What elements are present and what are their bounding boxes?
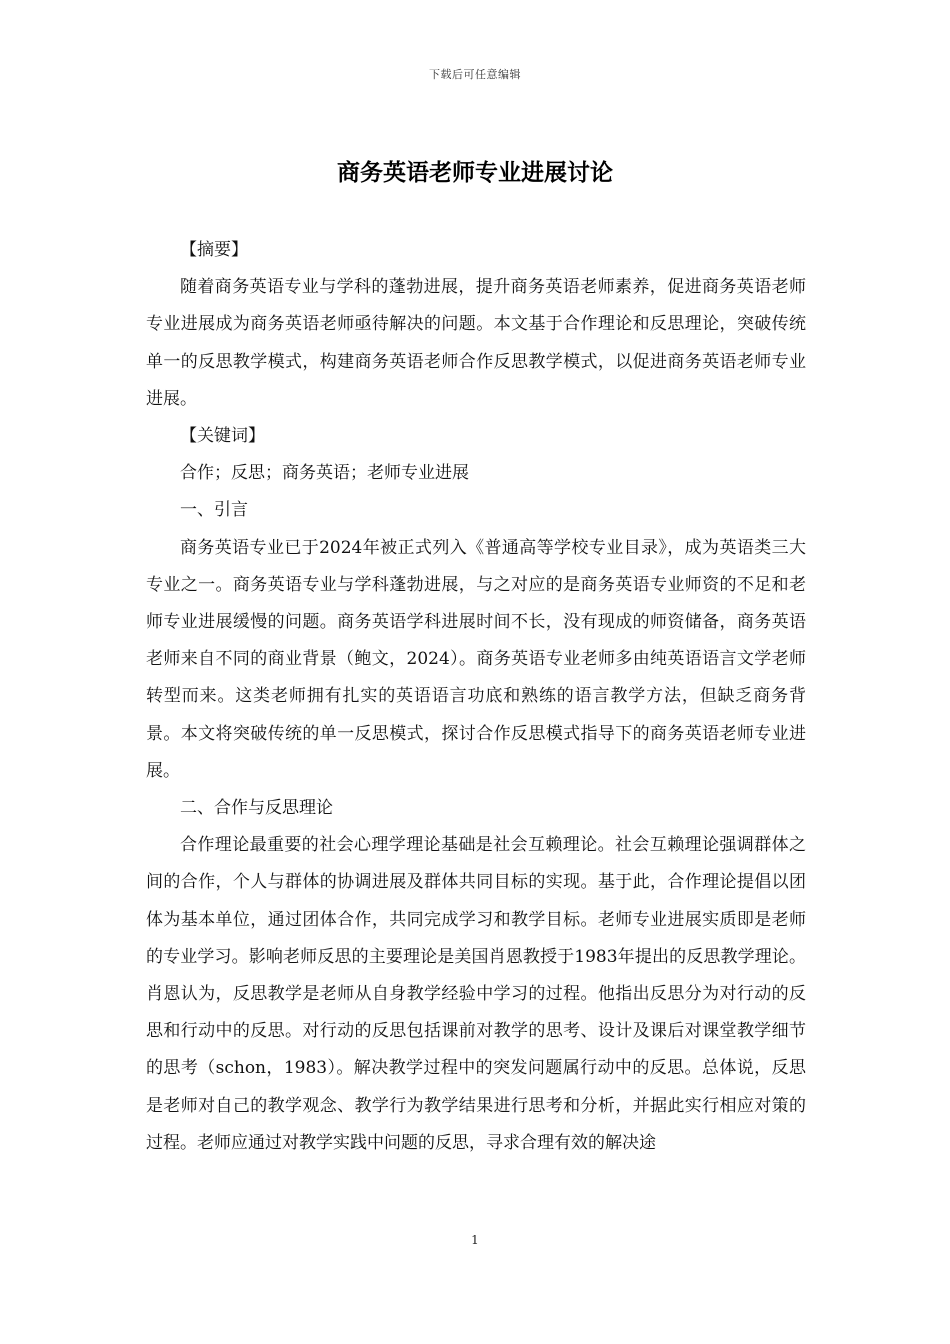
header-note: 下载后可任意编辑 [429, 68, 521, 81]
keywords-paragraph: 合作；反思；商务英语；老师专业进展 [180, 463, 469, 484]
theory-paragraph: 合作理论最重要的社会心理学理论基础是社会互赖理论。社会互赖理论强调群体之间的合作，个人与群体的协调进展及群体共同目标的实现。基于此，合作理论提倡以团体为基本单位，通过团体合作，共同完成学习和教学目标。老师专业进展实质即是老师的专业学习。影响老师反思的主要理论是美国肖恩教授于1983年提出的反思教学理论。肖恩认为，反思教学是老师从自身教学经验中学习的过程。他指出反思分为对行动的反思和行动中的反思。对行动的反思包括课前对教学的思考、设计及课后对课堂教学细节的思考（schon，1983）。解决教学过程中的突发问题属行动中的反思。总体说，反思是老师对自己的教学观念、教学行为教学结果进行思考和分析，并据此实行相应对策的过程。老师应通过对教学实践中问题的反思，寻求合理有效的解决途 [146, 835, 806, 1153]
document-title: 商务英语老师专业进展讨论 [337, 160, 613, 186]
keywords-heading: 【关键词】 [180, 426, 265, 447]
section-heading-introduction: 一、引言 [180, 500, 248, 521]
abstract-paragraph: 随着商务英语专业与学科的蓬勃进展，提升商务英语老师素养，促进商务英语老师专业进展成为商务英语老师亟待解决的问题。本文基于合作理论和反思理论，突破传统单一的反思教学模式，构建商务英语老师合作反思教学模式，以促进商务英语老师专业进展。 [146, 277, 806, 409]
introduction-paragraph: 商务英语专业已于2024年被正式列入《普通高等学校专业目录》，成为英语类三大专业之一。商务英语专业与学科蓬勃进展，与之对应的是商务英语专业师资的不足和老师专业进展缓慢的问题。商务英语学科进展时间不长，没有现成的师资储备，商务英语老师来自不同的商业背景（鲍文，2024）。商务英语专业老师多由纯英语语言文学老师转型而来。这类老师拥有扎实的英语语言功底和熟练的语言教学方法，但缺乏商务背景。本文将突破传统的单一反思模式，探讨合作反思模式指导下的商务英语老师专业进展。 [146, 537, 806, 781]
document-body [146, 232, 806, 1162]
abstract-heading: 【摘要】 [180, 240, 248, 260]
page-number: 1 [471, 1233, 479, 1247]
section-heading-theory: 二、合作与反思理论 [180, 798, 333, 819]
